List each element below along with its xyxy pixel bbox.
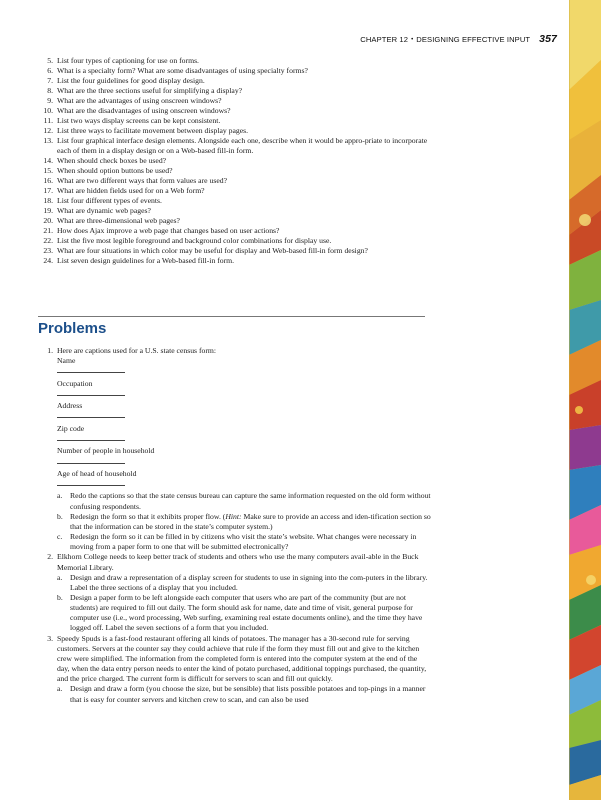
review-question: 20. What are three-dimensional web pages? (43, 216, 180, 225)
review-question: 16. What are two different ways that form values are used? (43, 176, 227, 185)
review-question: 24. List seven design guidelines for a Web-based fill-in form. (43, 256, 235, 265)
census-caption: Address (57, 401, 83, 411)
problems-heading: Problems (38, 320, 107, 337)
page-number: 357 (539, 33, 557, 45)
decorative-art-strip (569, 0, 601, 800)
review-question: 18. List four different types of events. (43, 196, 162, 205)
problem-3-part-a: a. Design and draw a form (you choose the size, but be sensible) that lists possible potatoes and top-pings in a manner that is easy for counter servers and kitchen crew to scan, and can also be used (57, 684, 426, 704)
problem-1-part-a: a. Redo the captions so that the state census bureau can capture the same information requested on the old form without confusing respondents. (57, 491, 431, 511)
problem-1: 1. Here are captions used for a U.S. state census form: (47, 346, 217, 355)
review-question: 11. List two ways display screens can be kept consistent. (43, 116, 221, 125)
problem-3: 3. Speedy Spuds is a fast-food restaurant offering all kinds of potatoes. The manager has a 30-second rule for serving customers. Servers at the counter say they could achieve that rule if the form they must fill out and give to the kitchen crew were simplified. The information from the completed form is entered into the computer system at the end of the day, when the data entry person needs to enter the kind of potato purchased, additional toppings purchased, the quantity, and the price charged. The current form is difficult for servers to scan and fill out quickly. (47, 633, 427, 684)
blank-line (33, 434, 431, 446)
blank-line (33, 479, 431, 491)
review-question: 8. What are the three sections useful for simplifying a display? (47, 86, 243, 95)
hint-label: Hint: (225, 511, 242, 521)
problem-1-part-c: c. Redesign the form so it can be filled in by citizens who visit the state’s website. What changes were necessary in moving from a paper form to one that will be submitted electronically? (57, 532, 417, 552)
problem-2: 2. Elkhorn College needs to keep better track of students and others who use the many computers avail-able in the Buck Memorial Library. (47, 552, 419, 572)
review-questions-list (33, 56, 433, 266)
review-question: 5. List four types of captioning for use on forms. (47, 56, 199, 65)
review-question: 23. What are four situations in which color may be useful for display and Web-based fill-in form design? (43, 246, 368, 255)
review-question: 9. What are the advantages of using onscreen windows? (47, 96, 222, 105)
blank-line (33, 457, 431, 469)
review-question: 10. What are the disadvantages of using onscreen windows? (43, 106, 231, 115)
review-question: 12. List three ways to facilitate movement between display pages. (43, 126, 249, 135)
census-caption: Zip code (57, 423, 85, 433)
chapter-title: DESIGNING EFFECTIVE INPUT (416, 35, 531, 44)
chapter-label: CHAPTER 12 (360, 35, 409, 44)
review-question: 22. List the five most legible foreground and background color combinations for display use. (43, 236, 332, 245)
problem-2-part-a: a. Design and draw a representation of a display screen for students to use in signing into the com-puters in the library. Label the three sections of a display that you included. (57, 572, 428, 592)
problems-list (33, 346, 431, 705)
census-caption: Name (57, 356, 76, 366)
header-separator: • (411, 37, 414, 43)
review-question: 14. When should check boxes be used? (43, 156, 167, 165)
review-question: 21. How does Ajax improve a web page that changes based on user actions? (43, 226, 280, 235)
review-question: 19. What are dynamic web pages? (43, 206, 151, 215)
census-caption: Occupation (57, 378, 93, 388)
review-question: 6. What is a specialty form? What are some disadvantages of using specialty forms? (47, 66, 308, 75)
blank-line (33, 411, 431, 423)
census-captions (33, 356, 431, 491)
problem-2-part-b: b. Design a paper form to be left alongside each computer that users who are part of the community (but are not students) are required to fill out daily. The form should ask for name, date and time of visit, general purpose for computer use (i.e., word processing, Web surfing, examining real estate documents online), and the time they have logged off. Label the seven sections of a form that you included. (57, 593, 423, 633)
review-question: 13. List four graphical interface design elements. Alongside each one, describe when it would be appro-priate to incorporate each of them in a display design or on a Web-based fill-in form. (43, 136, 428, 155)
census-caption: Number of people in household (57, 446, 155, 456)
stained-glass-illustration (569, 0, 601, 800)
review-question: 7. List the four guidelines for good display design. (47, 76, 205, 85)
section-divider (38, 316, 425, 317)
review-question: 17. What are hidden fields used for on a Web form? (43, 186, 205, 195)
blank-line (33, 366, 431, 378)
review-question: 15. When should option buttons be used? (43, 166, 173, 175)
census-caption: Age of head of household (57, 468, 137, 478)
page-header (0, 33, 557, 45)
problem-1-part-b: b. Redesign the form so that it exhibits proper flow. (Hint: Make sure to provide an access and iden-tification section so that the information can be stored in the state’s computer system.) (57, 511, 431, 531)
blank-line (33, 389, 431, 401)
